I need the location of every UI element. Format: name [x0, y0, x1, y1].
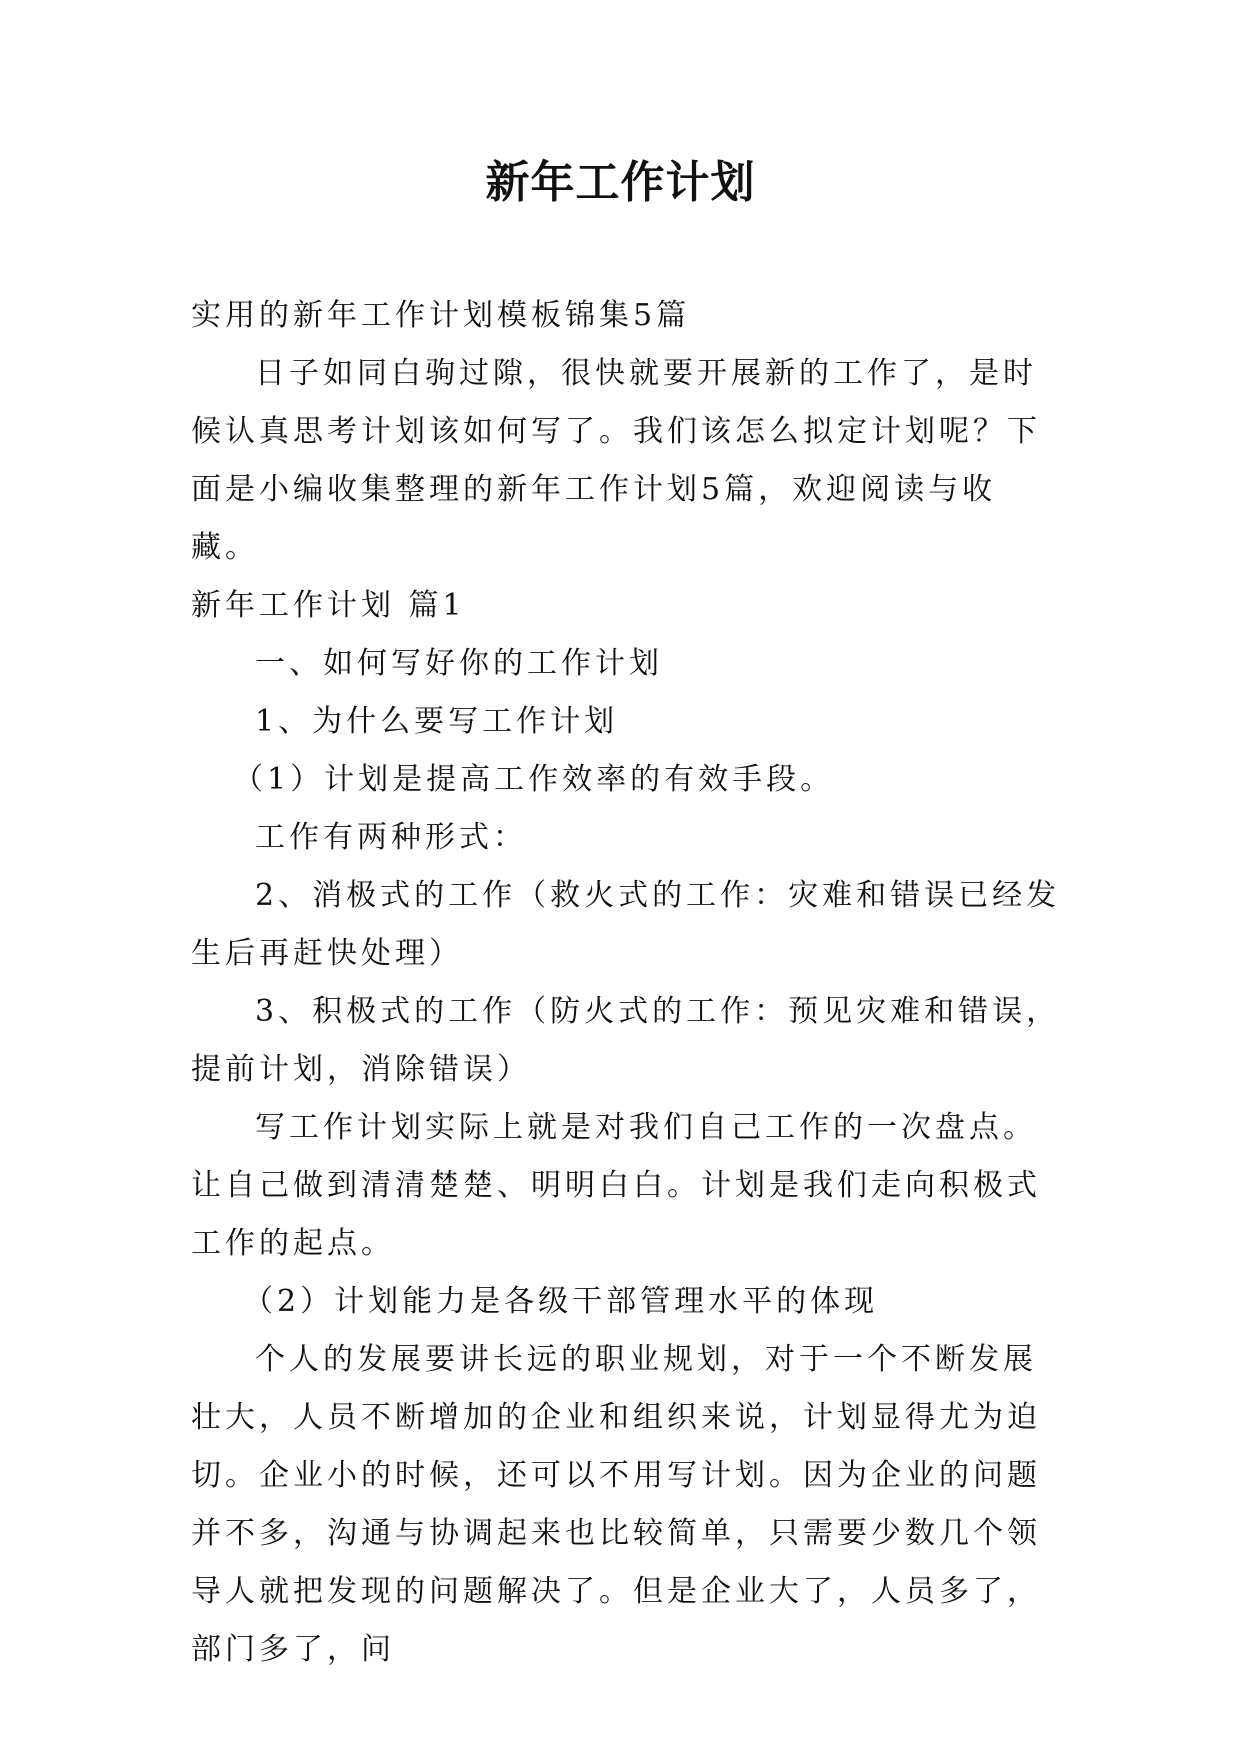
heading-level-2: 1、为什么要写工作计划	[255, 704, 619, 739]
heading-level-1: 一、如何写好你的工作计划	[255, 646, 663, 681]
active-work-paragraph: 3、积极式的工作（防火式的工作：预见灾难和错误，提前计划，消除错误）	[191, 994, 1061, 1087]
point-1-paragraph: （1）计划是提高工作效率的有效手段。	[233, 762, 835, 797]
work-forms-paragraph: 工作有两种形式：	[255, 820, 527, 855]
document-title: 新年工作计划	[485, 157, 756, 208]
document-body	[191, 287, 1061, 1679]
development-paragraph: 个人的发展要讲长远的职业规划，对于一个不断发展壮大，人员不断增加的企业和组织来说，计划显得尤为迫切。企业小的时候，还可以不用写计划。因为企业的问题并不多，沟通与协调起来也比较简单，只需要少数几个领导人就把发现的问题解决了。但是企业大了，人员多了，部门多了，问	[191, 1342, 1041, 1667]
plan-inventory-paragraph: 写工作计划实际上就是对我们自己工作的一次盘点。让自己做到清清楚楚、明明白白。计划是我们走向积极式工作的起点。	[191, 1110, 1041, 1261]
section-heading: 新年工作计划 篇1	[191, 588, 466, 623]
point-2-paragraph: （2）计划能力是各级干部管理水平的体现	[243, 1284, 879, 1319]
passive-work-paragraph: 2、消极式的工作（救火式的工作：灾难和错误已经发生后再赶快处理）	[191, 878, 1061, 971]
intro-paragraph: 日子如同白驹过隙，很快就要开展新的工作了，是时候认真思考计划该如何写了。我们该怎么拟定计划呢？下面是小编收集整理的新年工作计划5篇，欢迎阅读与收藏。	[191, 356, 1041, 565]
subtitle-paragraph: 实用的新年工作计划模板锦集5篇	[191, 298, 691, 333]
